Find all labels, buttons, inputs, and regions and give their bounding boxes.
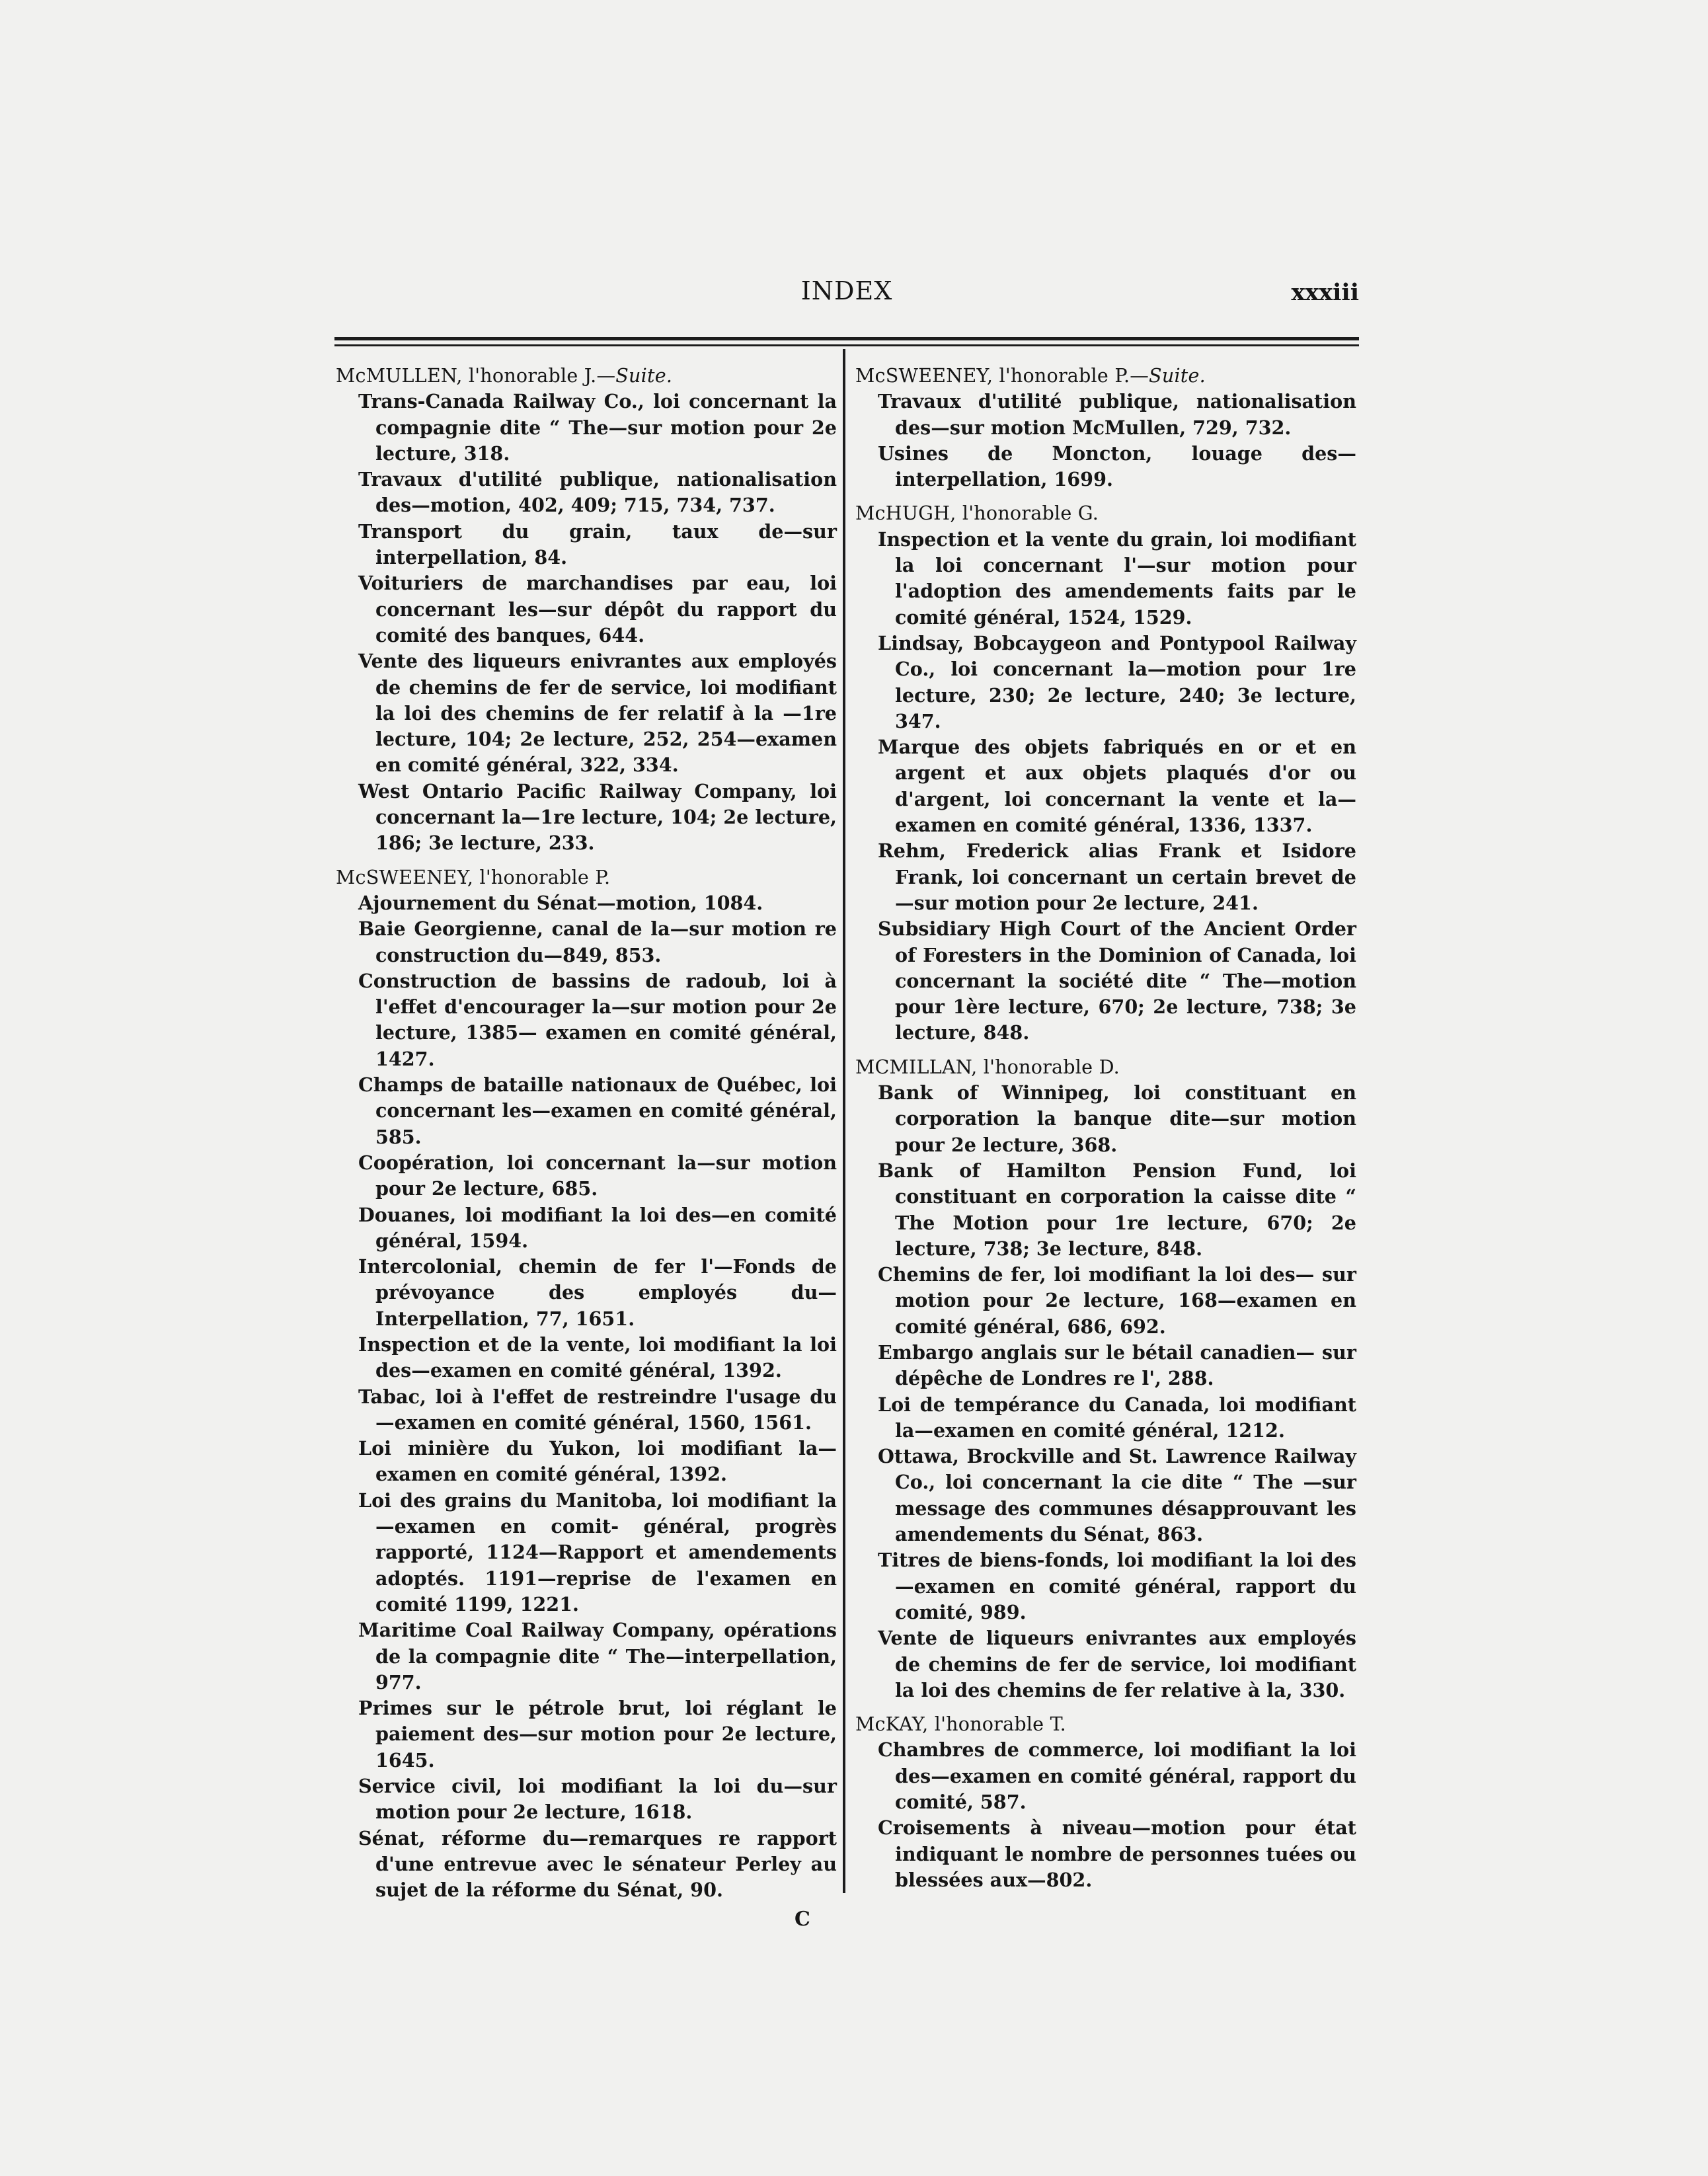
header-rule-top [334, 337, 1359, 340]
index-entry: Voituriers de marchandises par eau, loi concernant les—sur dépôt du rapport du comité des banques, 644. [358, 572, 837, 646]
member-name: McHUGH, l'honorable G. [855, 502, 1099, 525]
entry-list [855, 389, 1356, 492]
entry-list [855, 1737, 1356, 1893]
entry-list [336, 890, 837, 1904]
index-entry: Trans-Canada Railway Co., loi concernant la compagnie dite “ The—sur motion pour 2e lecture, 318. [358, 390, 837, 465]
member-name: McSWEENEY, l'honorable P. [336, 865, 611, 888]
index-entry: Bank of Hamilton Pension Fund, loi constituant en corporation la caisse dite “ The Motion pour 1re lecture, 670; 2e lecture, 738; 3e lecture, 848. [878, 1159, 1356, 1260]
index-entry: Subsidiary High Court of the Ancient Order of Foresters in the Dominion of Canada, loi concernant la société dite “ The—motion pour 1ère lecture, 670; 2e lecture, 738; 3e lecture, 848. [878, 917, 1356, 1044]
member-heading [855, 1054, 1356, 1080]
member-group [855, 1054, 1356, 1703]
index-entry: Construction de bassins de radoub, loi à l'effet d'encourager la—sur motion pour 2e lecture, 1385— examen en comité général, 1427. [358, 969, 837, 1070]
member-heading [855, 500, 1356, 526]
index-entry: Ajournement du Sénat—motion, 1084. [358, 891, 763, 914]
index-entry: Loi des grains du Manitoba, loi modifiant la —examen en comit- général, progrès rapporté, 1124—Rapport et amendements adoptés. 1191—reprise de l'examen en comité 1199, 1221. [358, 1489, 837, 1615]
right-column [855, 363, 1356, 1901]
member-heading [855, 1711, 1356, 1737]
index-entry: Transport du grain, taux de—sur interpellation, 84. [358, 520, 837, 569]
index-entry: Douanes, loi modifiant la loi des—en comité général, 1594. [358, 1203, 837, 1252]
member-heading [336, 363, 837, 389]
index-entry: Baie Georgienne, canal de la—sur motion re construction du—849, 853. [358, 917, 837, 966]
left-column [336, 363, 837, 1912]
index-entry: Coopération, loi concernant la—sur motion pour 2e lecture, 685. [358, 1151, 837, 1200]
index-entry: Bank of Winnipeg, loi constituant en corporation la banque dite—sur motion pour 2e lecture, 368. [878, 1081, 1356, 1156]
index-entry: Service civil, loi modifiant la loi du—sur motion pour 2e lecture, 1618. [358, 1775, 837, 1824]
entry-list [855, 1080, 1356, 1703]
index-entry: Champs de bataille nationaux de Québec, loi concernant les—examen en comité général, 585. [358, 1073, 837, 1148]
member-group [855, 500, 1356, 1046]
member-name: McSWEENEY, l'honorable P.— [855, 364, 1149, 387]
index-entry: Usines de Moncton, louage des—interpellation, 1699. [878, 442, 1356, 491]
index-entry: Titres de biens-fonds, loi modifiant la loi des—examen en comité général, rapport du comité, 989. [878, 1549, 1356, 1623]
index-entry: Lindsay, Bobcaygeon and Pontypool Railway Co., loi concernant la—motion pour 1re lecture, 230; 2e lecture, 240; 3e lecture, 347. [878, 631, 1356, 732]
member-name: McKAY, l'honorable T. [855, 1713, 1066, 1736]
member-group [855, 363, 1356, 492]
member-group [336, 363, 837, 857]
index-entry: Croisements à niveau—motion pour état indiquant le nombre de personnes tuées ou blessées aux—802. [878, 1816, 1356, 1891]
index-entry: Chambres de commerce, loi modifiant la loi des—examen en comité général, rapport du comité, 587. [878, 1738, 1356, 1814]
index-entry: West Ontario Pacific Railway Company, loi concernant la—1re lecture, 104; 2e lecture, 186; 3e lecture, 233. [358, 779, 837, 855]
index-entry: Vente des liqueurs enivrantes aux employés de chemins de fer de service, loi modifiant la loi des chemins de fer relatif à la —1re lecture, 104; 2e lecture, 252, 254—examen en comité général, 322, 334. [358, 650, 837, 777]
column-divider [843, 349, 845, 1893]
member-name: McMULLEN, l'honorable J.— [336, 364, 616, 387]
entry-list [336, 389, 837, 856]
member-heading [855, 363, 1356, 389]
running-head [334, 276, 1359, 316]
index-entry: Intercolonial, chemin de fer l'—Fonds de prévoyance des employés du—Interpellation, 77, 1651. [358, 1255, 837, 1330]
index-entry: Loi de tempérance du Canada, loi modifiant la—examen en comité général, 1212. [878, 1393, 1356, 1442]
index-entry: Travaux d'utilité publique, nationalisation des—sur motion McMullen, 729, 732. [878, 390, 1356, 439]
suite-label: Suite. [615, 364, 673, 387]
signature-mark: C [795, 1908, 810, 1931]
header-rule-bottom [334, 344, 1359, 346]
index-entry: Travaux d'utilité publique, nationalisation des—motion, 402, 409; 715, 734, 737. [358, 468, 837, 517]
index-entry: Inspection et la vente du grain, loi modifiant la loi concernant l'—sur motion pour l'adoption des amendements faits par le comité général, 1524, 1529. [878, 527, 1356, 629]
index-entry: Sénat, réforme du—remarques re rapport d'une entrevue avec le sénateur Perley au sujet de la réforme du Sénat, 90. [358, 1826, 837, 1902]
suite-label: Suite. [1149, 364, 1206, 387]
index-entry: Chemins de fer, loi modifiant la loi des— sur motion pour 2e lecture, 168—examen en comité général, 686, 692. [878, 1263, 1356, 1338]
index-entry: Maritime Coal Railway Company, opérations de la compagnie dite “ The—interpellation, 977. [358, 1619, 837, 1693]
index-entry: Inspection et de la vente, loi modifiant la loi des—examen en comité général, 1392. [358, 1333, 837, 1382]
index-entry: Loi minière du Yukon, loi modifiant la—examen en comité général, 1392. [358, 1437, 837, 1486]
member-group [855, 1711, 1356, 1893]
member-name: MCMILLAN, l'honorable D. [855, 1055, 1120, 1078]
page-title: INDEX [800, 276, 893, 305]
index-entry: Marque des objets fabriqués en or et en argent et aux objets plaqués d'or ou d'argent, loi concernant la vente et la—examen en comité général, 1336, 1337. [878, 736, 1356, 837]
index-entry: Vente de liqueurs enivrantes aux employés de chemins de fer de service, loi modifiant la loi des chemins de fer relative à la, 330. [878, 1627, 1356, 1701]
page-number: xxxiii [1291, 279, 1359, 306]
entry-list [855, 527, 1356, 1046]
member-group [336, 865, 837, 1904]
index-entry: Rehm, Frederick alias Frank et Isidore Frank, loi concernant un certain brevet de—sur motion pour 2e lecture, 241. [878, 839, 1356, 914]
index-entry: Primes sur le pétrole brut, loi réglant le paiement des—sur motion pour 2e lecture, 1645. [358, 1697, 837, 1771]
index-entry: Ottawa, Brockville and St. Lawrence Railway Co., loi concernant la cie dite “ The —sur message des communes désapprouvant les amendements du Sénat, 863. [878, 1445, 1356, 1546]
member-heading [336, 865, 837, 890]
index-entry: Tabac, loi à l'effet de restreindre l'usage du —examen en comité général, 1560, 1561. [358, 1385, 837, 1434]
index-entry: Embargo anglais sur le bétail canadien— sur dépêche de Londres re l', 288. [878, 1341, 1356, 1390]
